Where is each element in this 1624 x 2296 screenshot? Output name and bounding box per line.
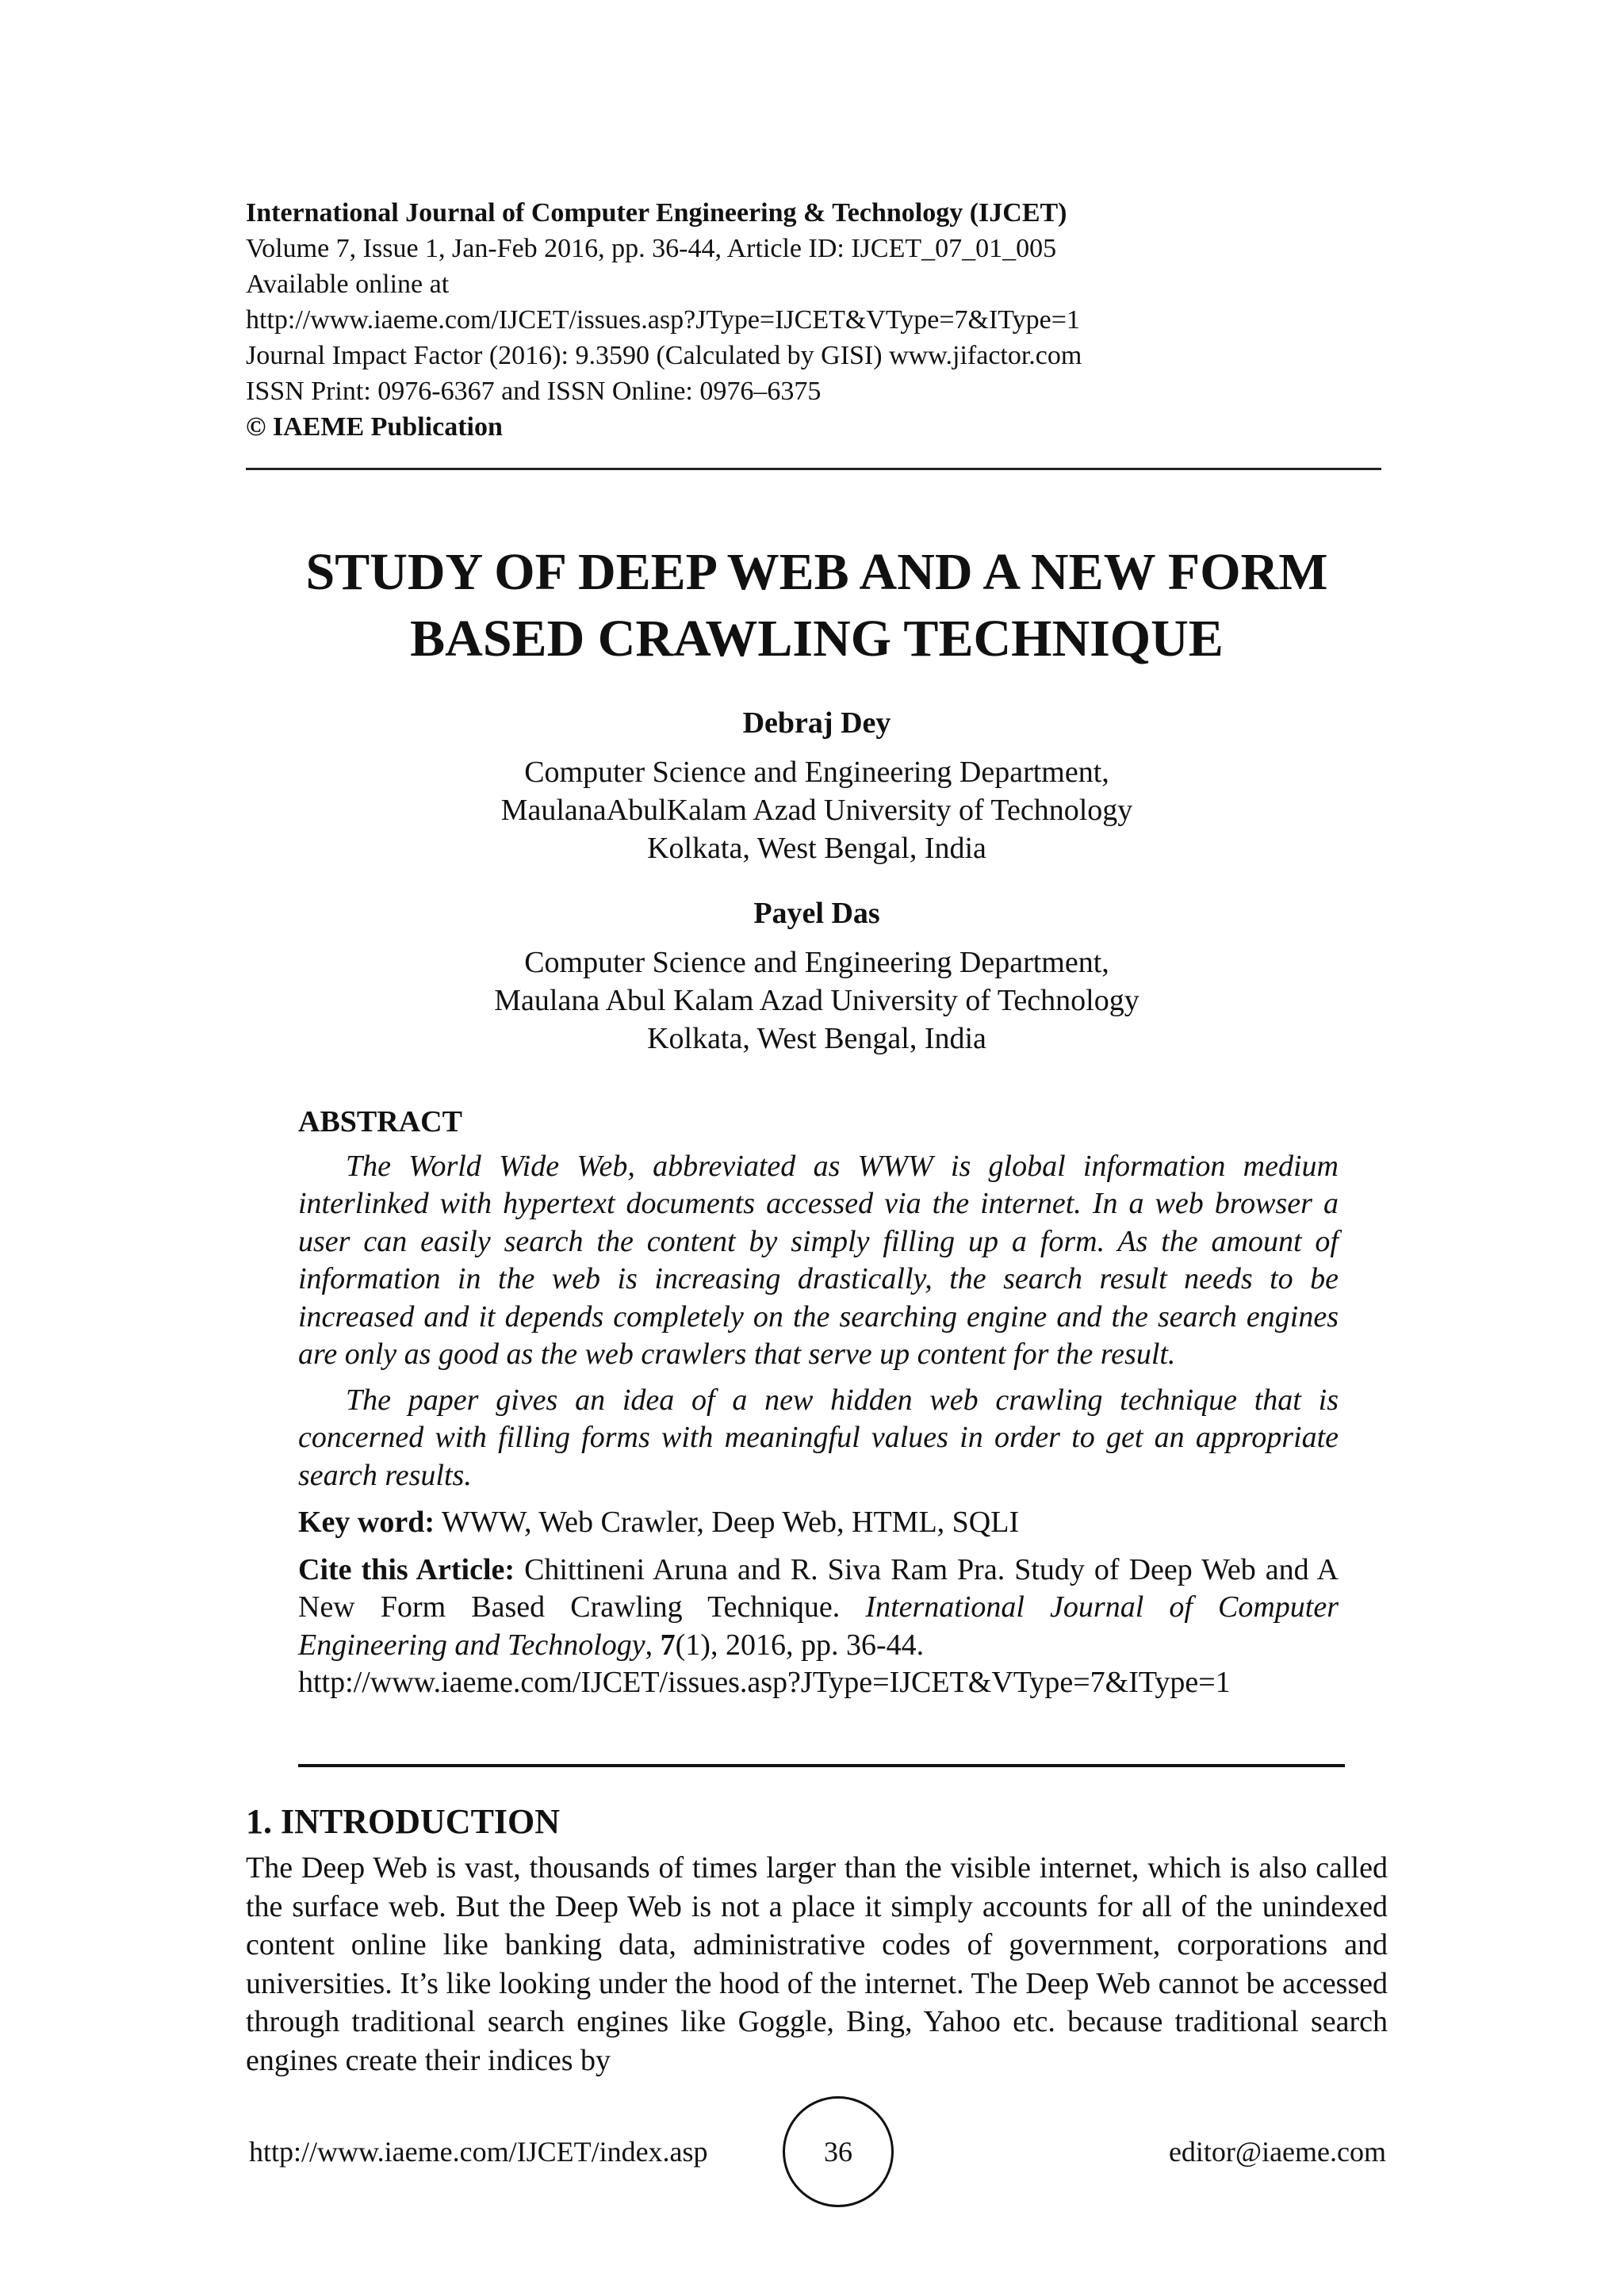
footer-journal-url[interactable]: http://www.iaeme.com/IJCET/index.asp xyxy=(249,2136,708,2168)
available-line: Available online at xyxy=(246,270,450,299)
volume-line: Volume 7, Issue 1, Jan-Feb 2016, pp. 36-44, Article ID: IJCET_07_01_005 xyxy=(246,234,1057,263)
introduction-section xyxy=(246,1800,1388,2080)
author-location: Kolkata, West Bengal, India xyxy=(647,1022,986,1055)
keywords-list: WWW, Web Crawler, Deep Web, HTML, SQLI xyxy=(441,1506,1020,1539)
author-name: Debraj Dey xyxy=(742,706,891,740)
citation-journal: International Journal of Computer Engineering and Technology xyxy=(298,1590,1339,1662)
header-divider xyxy=(246,468,1381,470)
issues-url[interactable]: http://www.iaeme.com/IJCET/issues.asp?JType=IJCET&VType=7&IType=1 xyxy=(246,305,1080,335)
author-department: Computer Science and Engineering Department, xyxy=(524,946,1109,979)
paper-title xyxy=(174,539,1459,672)
keywords xyxy=(298,1504,1339,1542)
footer-email[interactable]: editor@iaeme.com xyxy=(1168,2136,1386,2168)
citation-issue-pages: (1), 2016, pp. 36-44. xyxy=(675,1628,925,1662)
introduction-heading: 1. INTRODUCTION xyxy=(246,1802,561,1841)
journal-name: International Journal of Computer Engineering & Technology (IJCET) xyxy=(246,198,1067,228)
citation-volume: 7 xyxy=(660,1628,676,1662)
citation-url[interactable]: http://www.iaeme.com/IJCET/issues.asp?JType=IJCET&VType=7&IType=1 xyxy=(298,1666,1231,1699)
author-department: Computer Science and Engineering Department, xyxy=(524,756,1109,789)
publisher-line: © IAEME Publication xyxy=(246,412,503,442)
impact-factor-line: Journal Impact Factor (2016): 9.3590 (Calculated by GISI) www.jifactor.com xyxy=(246,341,1082,370)
issn-line: ISSN Print: 0976-6367 and ISSN Online: 0976–6375 xyxy=(246,377,822,406)
author-block-1 xyxy=(174,704,1459,867)
citation: Cite this Article: Chittineni Aruna and R. Siva Ram Pra. Study of Deep Web and A New Form Based Crawling Technique. International Journal of Computer Engineering and Technology, 7(1), 2016, pp. 36-44. http://www.iaeme.com/IJCET/issues.asp?JType=IJCET&VType=7&IType=1 xyxy=(298,1552,1339,1702)
abstract-divider xyxy=(298,1764,1345,1767)
abstract-paragraph-2: The paper gives an idea of a new hidden web crawling technique that is concerned with filling forms with meaningful values in order to get an appropriate search results. xyxy=(298,1383,1339,1492)
abstract-section xyxy=(298,1104,1339,1702)
abstract-paragraph-1: The World Wide Web, abbreviated as WWW is global information medium interlinked with hypertext documents accessed via the internet. In a web browser a user can easily search the content by simply filling up a form. As the amount of information in the web is increasing drastically, the search result needs to be increased and it depends completely on the searching engine and the search engines are only as good as the web crawlers that serve up content for the result. xyxy=(298,1149,1339,1371)
abstract-heading: ABSTRACT xyxy=(298,1105,462,1138)
author-block-2 xyxy=(174,894,1459,1058)
author-university: MaulanaAbulKalam Azad University of Technology xyxy=(500,794,1133,827)
introduction-body: The Deep Web is vast, thousands of times larger than the visible internet, which is also called the surface web. But the Deep Web is not a place it simply accounts for all of the unindexed content online like banking data, administrative codes of government, corporations and universities. It’s like looking under the hood of the internet. The Deep Web cannot be accessed through traditional search engines like Goggle, Bing, Yahoo etc. because traditional search engines create their indices by xyxy=(246,1851,1388,2077)
author-location: Kolkata, West Bengal, India xyxy=(647,832,986,865)
page-number: 36 xyxy=(783,2096,894,2207)
author-university: Maulana Abul Kalam Azad University of Technology xyxy=(494,984,1139,1017)
title-line-1: STUDY OF DEEP WEB AND A NEW FORM xyxy=(305,543,1328,601)
journal-header xyxy=(246,195,1388,445)
author-name: Payel Das xyxy=(753,897,880,930)
title-line-2: BASED CRAWLING TECHNIQUE xyxy=(410,610,1224,668)
keywords-label: Key word: xyxy=(298,1506,435,1539)
citation-label: Cite this Article: xyxy=(298,1552,515,1586)
citation-authors-title: Chittineni Aruna and R. Siva Ram Pra. Study of Deep Web and A New Form Based Crawling Technique. xyxy=(298,1552,1339,1624)
